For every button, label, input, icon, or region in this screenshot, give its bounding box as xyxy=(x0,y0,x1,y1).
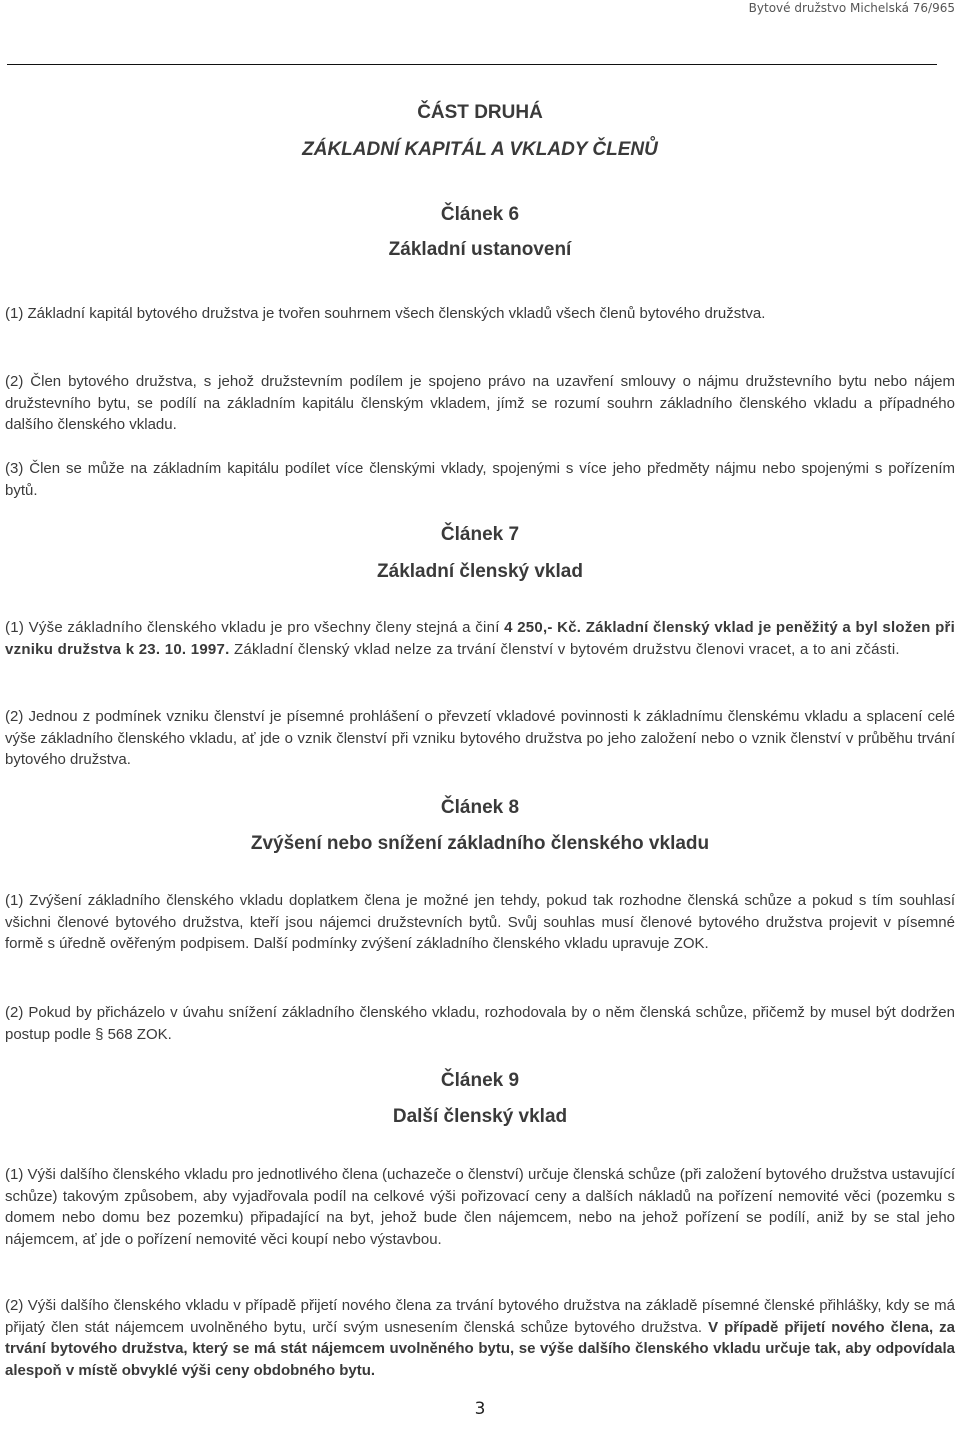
article-7-paragraph-1-bold: Základní členský vklad je peněžitý a byl složen při vzniku družstva k 23. 10. 1997. xyxy=(5,619,956,658)
article-7-title: Základní členský vklad xyxy=(377,561,583,582)
article-9-number: Článek 9 xyxy=(440,1070,520,1091)
header-divider xyxy=(7,64,937,65)
article-9-paragraph-1: (1) Výši dalšího členského vkladu pro jednotlivého člena (uchazeče o členství) určuje členská schůze (při založení bytového družstva ustavující schůze) takovým způsobem, aby vyjadřovala podíl na celkové výši pořizovací ceny a dalších nákladů na pořízení nemovité věci (pozemku s domem nebo domu bez pozemku) připadající na byt, jehož bude člen nájemcem, nebo na jehož pořízení se podílí, aniž by se stal jeho nájemcem, ať jde o pořízení nemovité věci koupí nebo výstavbou. xyxy=(5,1166,955,1248)
article-8-title: Zvýšení nebo snížení základního členského vkladu xyxy=(250,833,710,854)
article-6-paragraph-1: (1) Základní kapitál bytového družstva je tvořen souhrnem všech členských vkladů všech členů bytového družstva. xyxy=(5,305,766,322)
article-7-number: Článek 7 xyxy=(440,524,520,545)
article-8-paragraph-2: (2) Pokud by přicházelo v úvahu snížení základního členského vkladu, rozhodovala by o něm členská schůze, přičemž by musel být dodržen postup podle § 568 ZOK. xyxy=(5,1004,955,1043)
part-title: ČÁST DRUHÁ xyxy=(417,102,543,123)
article-9-paragraph-2-bold: V případě přijetí nového člena, za trvání bytového družstva, který se má stát nájemcem uvolněného bytu, se výše dalšího členského vkladu určuje tak, aby odpovídala alespoň v místě obvyklé výši ceny obdobného bytu. xyxy=(5,1318,956,1379)
article-6-paragraph-2: (2) Člen bytového družstva, s jehož družstevním podílem je spojeno právo na uzavření smlouvy o nájmu družstevního bytu nebo nájem družstevního bytu, se podílí na základním kapitálu členským vkladem, jímž se rozumí souhrn základního členského vkladu a případného dalšího členského vkladu. xyxy=(5,373,955,433)
article-6-paragraph-3: (3) Člen se může na základním kapitálu podílet více členskými vklady, spojenými s více jeho předměty nájmu nebo spojenými s pořízením bytů. xyxy=(5,460,955,499)
document-header-title: Bytové družstvo Michelská 76/965 xyxy=(748,1,955,15)
membership-fee-amount: 4 250,- Kč. xyxy=(504,619,582,636)
part-subtitle: ZÁKLADNÍ KAPITÁL A VKLADY ČLENŮ xyxy=(302,139,658,160)
page-number: 3 xyxy=(474,1399,486,1419)
article-9-paragraph-2 xyxy=(5,1295,955,1381)
article-7-paragraph-1-end: Základní členský vklad nelze za trvání členství v bytovém družstvu členovi vracet, a to ani zčásti. xyxy=(233,640,900,658)
article-7-paragraph-1-text: (1) Výše základního členského vkladu je pro všechny členy stejná a činí xyxy=(5,619,505,636)
article-9-paragraph-2-text: (2) Výši dalšího členského vkladu v případě přijetí nového člena za trvání bytového družstva na základě písemné členské přihlášky, kdy se má přijatý člen stát nájemcem uvolněného bytu, určí svým usnesením členská schůze bytového družstva. xyxy=(5,1297,955,1336)
article-6-number: Článek 6 xyxy=(440,204,520,225)
article-8-paragraph-1: (1) Zvýšení základního členského vkladu doplatkem člena je možné jen tehdy, pokud tak rozhodne členská schůze a pokud s tím souhlasí všichni členové bytového družstva, kteří jsou nájemci družstevních bytů. Svůj souhlas musí členové bytového družstva projevit v písemné formě s úředně ověřeným podpisem. Další podmínky zvýšení základního členského vkladu upravuje ZOK. xyxy=(5,892,955,952)
article-7-paragraph-2: (2) Jednou z podmínek vzniku členství je písemné prohlášení o převzetí vkladové povinnosti k základnímu členskému vkladu a splacení celé výše základního členského vkladu, ať jde o vznik členství při vzniku bytového družstva po jeho založení nebo o vznik členství v průběhu trvání bytového družstva. xyxy=(5,708,955,768)
article-6-title: Základní ustanovení xyxy=(388,239,572,260)
article-9-title: Další členský vklad xyxy=(392,1106,568,1127)
article-8-number: Článek 8 xyxy=(440,797,520,818)
article-7-paragraph-1 xyxy=(5,617,955,660)
